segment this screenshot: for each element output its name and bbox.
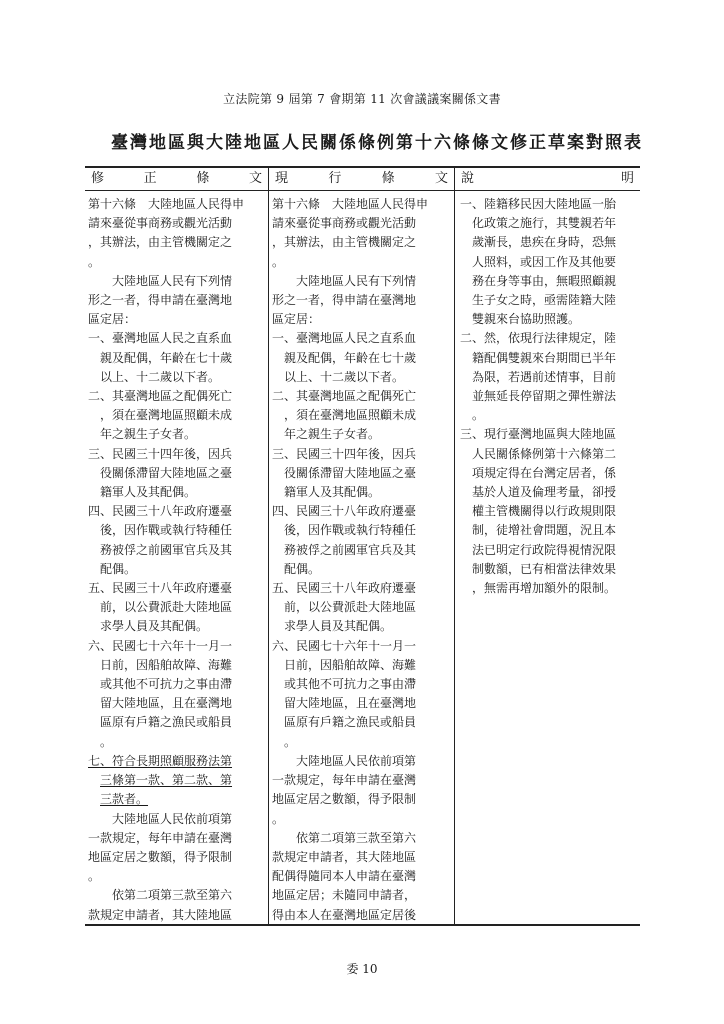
text-line: 六、民國七十六年十一月一 xyxy=(272,638,417,653)
text-line: 留大陸地區，且在臺灣地 xyxy=(284,696,417,711)
text-line: 大陸地區人民依前項第 xyxy=(112,811,233,826)
column-divider xyxy=(268,168,269,924)
text-line: 。 xyxy=(100,734,113,749)
text-line: 法已明定行政院得視情況限 xyxy=(472,542,617,557)
text-line: 務被俘之前國軍官兵及其 xyxy=(100,542,233,557)
text-line: 三、現行臺灣地區與大陸地區 xyxy=(460,427,617,442)
text-line: 四、民國三十八年政府遷臺 xyxy=(88,504,233,519)
text-line: 得由本人在臺灣地區定居後 xyxy=(272,907,417,922)
header-explanation-char: 明 xyxy=(620,171,634,186)
text-line: 親及配偶，年齡在七十歲 xyxy=(284,350,417,365)
header-amended xyxy=(85,168,268,190)
header-explanation-char: 說 xyxy=(461,171,475,186)
amended-column xyxy=(88,195,266,925)
text-line: 並無延長停留期之彈性辦法 xyxy=(472,389,617,404)
text-line: 或其他不可抗力之事由滯 xyxy=(284,677,417,692)
text-line: ，須在臺灣地區照顧未成 xyxy=(100,408,233,423)
text-line: 留大陸地區，且在臺灣地 xyxy=(100,696,233,711)
text-line: 生子女之時，亟需陸籍大陸 xyxy=(472,293,617,308)
running-header: 立法院第 9 屆第 7 會期第 11 次會議議案關係文書 xyxy=(223,92,501,106)
text-line: 。 xyxy=(88,869,101,884)
text-line: 區原有戶籍之漁民或船員 xyxy=(100,715,233,730)
text-line: 以上、十二歲以下者。 xyxy=(284,369,405,384)
text-line: 為限，若遇前述情事，目前 xyxy=(472,369,617,384)
text-line: 歲漸長，患疾在身時，恐無 xyxy=(472,235,617,250)
text-line: 六、民國七十六年十一月一 xyxy=(88,638,233,653)
text-line: 大陸地區人民有下列情 xyxy=(296,273,417,288)
text-line: 三、民國三十四年後，因兵 xyxy=(88,446,233,461)
text-line: 籍軍人及其配偶。 xyxy=(100,485,197,500)
header-amended-char: 文 xyxy=(248,171,262,186)
text-line: 籍軍人及其配偶。 xyxy=(284,485,381,500)
text-line: 或其他不可抗力之事由滯 xyxy=(100,677,233,692)
text-line: 後，因作戰或執行特種任 xyxy=(284,523,417,538)
header-current-char: 現 xyxy=(275,171,289,186)
page-number: 委 10 xyxy=(346,962,378,976)
text-line: 雙親來台協助照護。 xyxy=(472,312,581,327)
text-line: 形之一者，得申請在臺灣地 xyxy=(272,293,417,308)
text-line: 人民關係條例第十六條第二 xyxy=(472,446,617,461)
current-column xyxy=(272,195,450,925)
text-line: ，須在臺灣地區照顧未成 xyxy=(284,408,417,423)
text-line: 求學人員及其配偶。 xyxy=(100,619,209,634)
text-line: ，其辦法，由主管機關定之 xyxy=(88,235,233,250)
text-line: 二、其臺灣地區之配偶死亡 xyxy=(272,389,417,404)
header-current xyxy=(269,168,454,190)
text-line: 大陸地區人民有下列情 xyxy=(112,273,233,288)
document-title: 臺灣地區與大陸地區人民關係條例第十六條條文修正草案對照表 xyxy=(111,133,643,153)
text-line: 請來臺從事商務或觀光活動 xyxy=(88,216,233,231)
text-line: 一款規定，每年申請在臺灣 xyxy=(88,830,233,845)
comparison-table xyxy=(85,166,640,926)
text-line: 。 xyxy=(272,811,285,826)
text-line: 七、符合長期照顧服務法第 xyxy=(88,753,233,768)
text-line: 親及配偶，年齡在七十歲 xyxy=(100,350,233,365)
text-line: 權主管機關得以行政規則限 xyxy=(472,504,617,519)
header-current-char: 行 xyxy=(328,171,342,186)
text-line: ，其辦法，由主管機關定之 xyxy=(272,235,417,250)
text-line: 區定居： xyxy=(272,312,321,327)
text-line: 三、民國三十四年後，因兵 xyxy=(272,446,417,461)
text-line: 人照料，或因工作及其他要 xyxy=(472,254,617,269)
text-line: 地區定居之數額，得予限制 xyxy=(272,792,417,807)
text-line: 日前，因船舶故障、海難 xyxy=(100,657,233,672)
text-line: 配偶。 xyxy=(100,561,137,576)
text-line: 地區定居之數額，得予限制 xyxy=(88,849,233,864)
text-line: 一款規定，每年申請在臺灣 xyxy=(272,773,417,788)
text-line: 後，因作戰或執行特種任 xyxy=(100,523,233,538)
text-line: 地區定居；未隨同申請者， xyxy=(272,888,417,903)
text-line: 三條第一款、第二款、第 xyxy=(100,773,233,788)
text-line: ，無需再增加額外的限制。 xyxy=(472,581,617,596)
table-header-row xyxy=(85,168,640,191)
text-line: 役關係滯留大陸地區之臺 xyxy=(100,465,233,480)
text-line: 。 xyxy=(472,408,485,423)
text-line: 第十六條 大陸地區人民得申 xyxy=(272,197,429,211)
text-line: 。 xyxy=(284,734,297,749)
text-line: 一、陸籍移民因大陸地區一胎 xyxy=(460,197,617,211)
text-line: 務被俘之前國軍官兵及其 xyxy=(284,542,417,557)
text-line: 第十六條 大陸地區人民得申 xyxy=(88,197,245,211)
text-line: 務在身等事由，無暇照顧親 xyxy=(472,273,617,288)
text-line: 請來臺從事商務或觀光活動 xyxy=(272,216,417,231)
header-amended-char: 正 xyxy=(143,171,157,186)
text-line: 。 xyxy=(88,254,101,269)
text-line: 前，以公費派赴大陸地區 xyxy=(100,600,233,615)
text-line: 項規定得在台灣定居者，係 xyxy=(472,465,617,480)
text-line: 年之親生子女者。 xyxy=(100,427,197,442)
text-line: 求學人員及其配偶。 xyxy=(284,619,393,634)
text-line: 形之一者，得申請在臺灣地 xyxy=(88,293,233,308)
text-line: 三款者。 xyxy=(100,792,149,807)
text-line: 以上、十二歲以下者。 xyxy=(100,369,221,384)
text-line: 一、臺灣地區人民之直系血 xyxy=(272,331,417,346)
text-line: 前，以公費派赴大陸地區 xyxy=(284,600,417,615)
text-line: 五、民國三十八年政府遷臺 xyxy=(88,581,233,596)
text-line: 。 xyxy=(272,254,285,269)
text-line: 年之親生子女者。 xyxy=(284,427,381,442)
text-line: 日前，因船舶故障、海難 xyxy=(284,657,417,672)
header-explanation xyxy=(455,168,640,190)
text-line: 一、臺灣地區人民之直系血 xyxy=(88,331,233,346)
text-line: 款規定申請者，其大陸地區 xyxy=(88,907,233,922)
text-line: 大陸地區人民依前項第 xyxy=(296,753,417,768)
text-line: 化政策之施行，其雙親若年 xyxy=(472,216,617,231)
text-line: 配偶。 xyxy=(284,561,321,576)
text-line: 款規定申請者，其大陸地區 xyxy=(272,849,417,864)
text-line: 依第二項第三款至第六 xyxy=(296,830,417,845)
explanation-column xyxy=(460,195,636,598)
text-line: 依第二項第三款至第六 xyxy=(112,888,233,903)
header-amended-char: 條 xyxy=(196,171,210,186)
text-line: 配偶得隨同本人申請在臺灣 xyxy=(272,869,417,884)
text-line: 制數額，已有相當法律效果 xyxy=(472,561,617,576)
header-current-char: 條 xyxy=(381,171,395,186)
text-line: 區定居： xyxy=(88,312,137,327)
header-amended-char: 修 xyxy=(91,171,105,186)
text-line: 籍配偶雙親來台期間已半年 xyxy=(472,350,617,365)
text-line: 役關係滯留大陸地區之臺 xyxy=(284,465,417,480)
text-line: 五、民國三十八年政府遷臺 xyxy=(272,581,417,596)
text-line: 區原有戶籍之漁民或船員 xyxy=(284,715,417,730)
header-current-char: 文 xyxy=(434,171,448,186)
text-line: 二、其臺灣地區之配偶死亡 xyxy=(88,389,233,404)
text-line: 基於人道及倫理考量，卻授 xyxy=(472,485,617,500)
text-line: 四、民國三十八年政府遷臺 xyxy=(272,504,417,519)
text-line: 制，徒增社會問題，況且本 xyxy=(472,523,617,538)
text-line: 二、然，依現行法律規定，陸 xyxy=(460,331,617,346)
column-divider xyxy=(454,168,455,924)
